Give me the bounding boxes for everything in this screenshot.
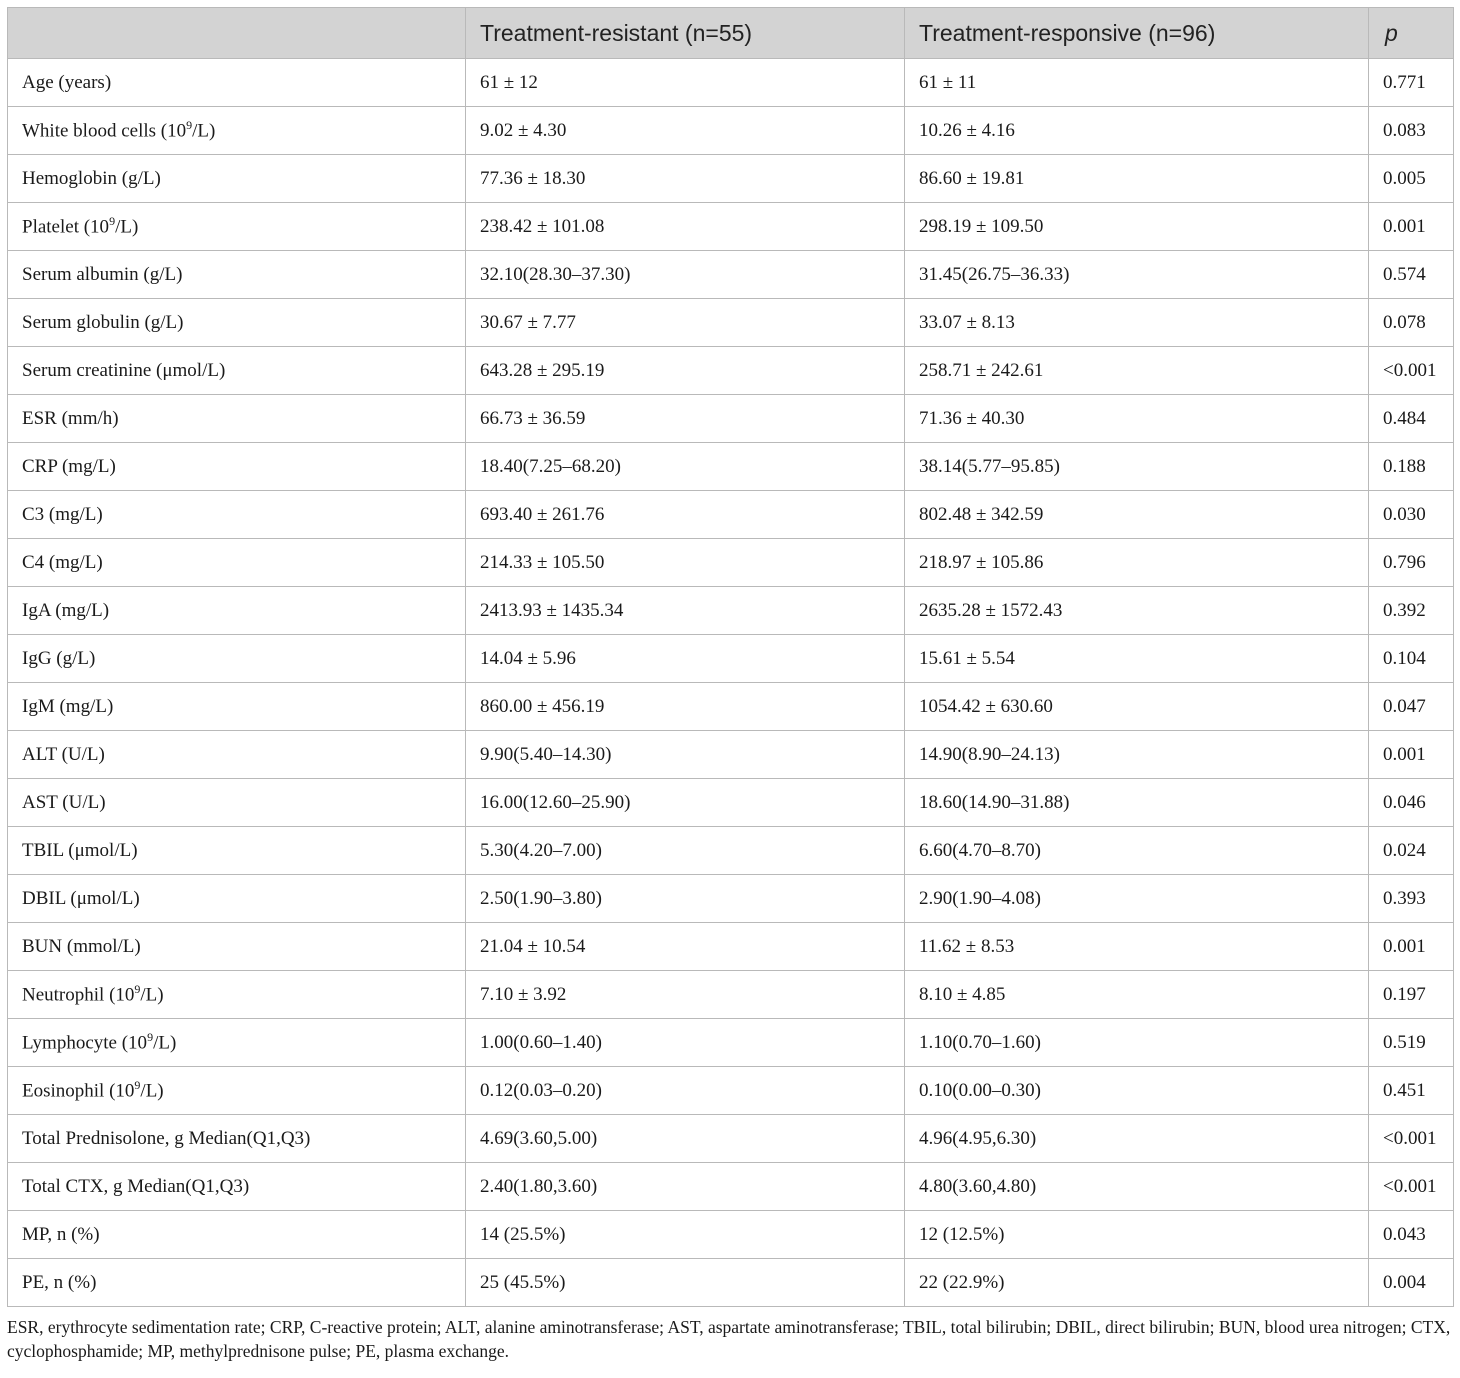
cell-resistant-value: 7.10 ± 3.92 <box>466 971 905 1019</box>
variable-label: MP, n (%) <box>22 1223 100 1245</box>
cell-p-value: 0.047 <box>1369 683 1454 731</box>
cell-p-value: 0.484 <box>1369 395 1454 443</box>
variable-label: IgM (mg/L) <box>22 695 114 717</box>
cell-responsive-value: 86.60 ± 19.81 <box>905 155 1369 203</box>
variable-superscript: 9 <box>186 118 193 133</box>
table-footnote: ESR, erythrocyte sedimentation rate; CRP, C-reactive protein; ALT, alanine aminotransferase; AST, aspartate aminotransferase; TBIL, total bilirubin; DBIL, direct bilirubin; BUN, blood urea nitrogen; CTX, cyclophosphamide; MP, methylprednisone pulse; PE, plasma exchange. <box>7 1317 1451 1361</box>
cell-responsive-value: 61 ± 11 <box>905 59 1369 107</box>
cell-variable <box>8 923 466 971</box>
cell-responsive-value: 4.96(4.95,6.30) <box>905 1115 1369 1163</box>
table-row <box>8 1259 1454 1307</box>
cell-responsive-value: 10.26 ± 4.16 <box>905 107 1369 155</box>
cell-responsive-value: 18.60(14.90–31.88) <box>905 779 1369 827</box>
cell-responsive-value: 14.90(8.90–24.13) <box>905 731 1369 779</box>
data-table <box>7 7 1454 1307</box>
cell-resistant-value: 1.00(0.60–1.40) <box>466 1019 905 1067</box>
cell-responsive-value: 71.36 ± 40.30 <box>905 395 1369 443</box>
variable-label: Hemoglobin (g/L) <box>22 167 161 189</box>
table-row <box>8 635 1454 683</box>
variable-label: C3 (mg/L) <box>22 503 103 525</box>
cell-p-value: 0.451 <box>1369 1067 1454 1115</box>
cell-responsive-value: 218.97 ± 105.86 <box>905 539 1369 587</box>
cell-responsive-value: 2.90(1.90–4.08) <box>905 875 1369 923</box>
variable-label: Serum albumin (g/L) <box>22 263 183 285</box>
cell-p-value: 0.574 <box>1369 251 1454 299</box>
cell-responsive-value: 8.10 ± 4.85 <box>905 971 1369 1019</box>
table-row <box>8 971 1454 1019</box>
cell-variable <box>8 1259 466 1307</box>
header-variable <box>8 8 466 59</box>
table-row <box>8 827 1454 875</box>
cell-resistant-value: 238.42 ± 101.08 <box>466 203 905 251</box>
cell-variable <box>8 491 466 539</box>
cell-variable <box>8 779 466 827</box>
variable-label: Total CTX, g Median(Q1,Q3) <box>22 1175 250 1197</box>
cell-responsive-value: 31.45(26.75–36.33) <box>905 251 1369 299</box>
cell-responsive-value: 0.10(0.00–0.30) <box>905 1067 1369 1115</box>
variable-label: AST (U/L) <box>22 791 106 813</box>
header-row <box>8 8 1454 59</box>
table-row <box>8 203 1454 251</box>
cell-p-value: <0.001 <box>1369 347 1454 395</box>
table-row <box>8 1211 1454 1259</box>
variable-unit-suffix: /L) <box>115 216 139 238</box>
cell-variable <box>8 875 466 923</box>
variable-label: Serum globulin (g/L) <box>22 311 184 333</box>
cell-variable <box>8 635 466 683</box>
cell-responsive-value: 2635.28 ± 1572.43 <box>905 587 1369 635</box>
table-row <box>8 683 1454 731</box>
variable-label: Neutrophil (10 <box>22 984 135 1006</box>
cell-responsive-value: 4.80(3.60,4.80) <box>905 1163 1369 1211</box>
cell-responsive-value: 1.10(0.70–1.60) <box>905 1019 1369 1067</box>
table-row <box>8 539 1454 587</box>
header-treatment-responsive: Treatment-responsive (n=96) <box>905 8 1369 59</box>
variable-unit-suffix: /L) <box>140 984 164 1006</box>
variable-label: DBIL (μmol/L) <box>22 887 140 909</box>
cell-responsive-value: 802.48 ± 342.59 <box>905 491 1369 539</box>
cell-responsive-value: 6.60(4.70–8.70) <box>905 827 1369 875</box>
table-row <box>8 251 1454 299</box>
table-row <box>8 491 1454 539</box>
cell-p-value: 0.519 <box>1369 1019 1454 1067</box>
cell-variable <box>8 347 466 395</box>
cell-resistant-value: 16.00(12.60–25.90) <box>466 779 905 827</box>
cell-variable <box>8 395 466 443</box>
cell-variable <box>8 203 466 251</box>
table-row <box>8 779 1454 827</box>
table-container <box>7 7 1453 1363</box>
cell-p-value: 0.030 <box>1369 491 1454 539</box>
cell-variable <box>8 59 466 107</box>
cell-resistant-value: 14 (25.5%) <box>466 1211 905 1259</box>
cell-resistant-value: 21.04 ± 10.54 <box>466 923 905 971</box>
variable-label: Age (years) <box>22 71 112 93</box>
cell-p-value: 0.001 <box>1369 203 1454 251</box>
table-row <box>8 1067 1454 1115</box>
variable-label: White blood cells (10 <box>22 120 187 142</box>
cell-responsive-value: 11.62 ± 8.53 <box>905 923 1369 971</box>
table-row <box>8 443 1454 491</box>
cell-resistant-value: 4.69(3.60,5.00) <box>466 1115 905 1163</box>
cell-p-value: 0.046 <box>1369 779 1454 827</box>
variable-label: Eosinophil (10 <box>22 1080 135 1102</box>
variable-label: Platelet (10 <box>22 216 110 238</box>
variable-label: PE, n (%) <box>22 1271 97 1293</box>
variable-unit-suffix: /L) <box>192 120 216 142</box>
variable-label: Lymphocyte (10 <box>22 1032 148 1054</box>
cell-resistant-value: 9.02 ± 4.30 <box>466 107 905 155</box>
cell-variable <box>8 539 466 587</box>
cell-p-value: 0.197 <box>1369 971 1454 1019</box>
cell-p-value: 0.005 <box>1369 155 1454 203</box>
variable-label: BUN (mmol/L) <box>22 935 141 957</box>
cell-resistant-value: 5.30(4.20–7.00) <box>466 827 905 875</box>
variable-label: Total Prednisolone, g Median(Q1,Q3) <box>22 1127 311 1149</box>
table-row <box>8 155 1454 203</box>
variable-label: CRP (mg/L) <box>22 455 116 477</box>
variable-label: IgG (g/L) <box>22 647 96 669</box>
cell-resistant-value: 30.67 ± 7.77 <box>466 299 905 347</box>
cell-variable <box>8 827 466 875</box>
cell-variable <box>8 587 466 635</box>
cell-resistant-value: 25 (45.5%) <box>466 1259 905 1307</box>
cell-p-value: 0.024 <box>1369 827 1454 875</box>
table-row <box>8 1115 1454 1163</box>
variable-superscript: 9 <box>109 214 116 229</box>
table-row <box>8 59 1454 107</box>
variable-superscript: 9 <box>134 1078 141 1093</box>
cell-resistant-value: 860.00 ± 456.19 <box>466 683 905 731</box>
cell-resistant-value: 66.73 ± 36.59 <box>466 395 905 443</box>
cell-variable <box>8 155 466 203</box>
variable-label: ESR (mm/h) <box>22 407 119 429</box>
table-row <box>8 1019 1454 1067</box>
cell-resistant-value: 18.40(7.25–68.20) <box>466 443 905 491</box>
cell-p-value: 0.771 <box>1369 59 1454 107</box>
cell-responsive-value: 15.61 ± 5.54 <box>905 635 1369 683</box>
cell-p-value: 0.001 <box>1369 923 1454 971</box>
cell-resistant-value: 0.12(0.03–0.20) <box>466 1067 905 1115</box>
table-row <box>8 347 1454 395</box>
cell-p-value: 0.392 <box>1369 587 1454 635</box>
variable-label: ALT (U/L) <box>22 743 105 765</box>
table-header <box>8 8 1454 59</box>
cell-p-value: 0.078 <box>1369 299 1454 347</box>
cell-p-value: <0.001 <box>1369 1163 1454 1211</box>
cell-responsive-value: 12 (12.5%) <box>905 1211 1369 1259</box>
header-treatment-resistant: Treatment-resistant (n=55) <box>466 8 905 59</box>
cell-resistant-value: 14.04 ± 5.96 <box>466 635 905 683</box>
cell-responsive-value: 22 (22.9%) <box>905 1259 1369 1307</box>
cell-resistant-value: 61 ± 12 <box>466 59 905 107</box>
table-row <box>8 875 1454 923</box>
cell-resistant-value: 693.40 ± 261.76 <box>466 491 905 539</box>
cell-variable <box>8 731 466 779</box>
table-row <box>8 587 1454 635</box>
table-row <box>8 1163 1454 1211</box>
cell-variable <box>8 251 466 299</box>
variable-label: C4 (mg/L) <box>22 551 103 573</box>
variable-unit-suffix: /L) <box>140 1080 164 1102</box>
table-row <box>8 731 1454 779</box>
cell-variable <box>8 299 466 347</box>
cell-p-value: 0.083 <box>1369 107 1454 155</box>
cell-p-value: 0.796 <box>1369 539 1454 587</box>
variable-unit-suffix: /L) <box>153 1032 177 1054</box>
cell-p-value: 0.043 <box>1369 1211 1454 1259</box>
cell-responsive-value: 33.07 ± 8.13 <box>905 299 1369 347</box>
cell-variable <box>8 1115 466 1163</box>
cell-variable <box>8 1067 466 1115</box>
cell-variable <box>8 1211 466 1259</box>
table-row <box>8 395 1454 443</box>
variable-label: TBIL (μmol/L) <box>22 839 138 861</box>
table-row <box>8 923 1454 971</box>
table-body <box>8 59 1454 1307</box>
cell-p-value: 0.004 <box>1369 1259 1454 1307</box>
cell-p-value: 0.001 <box>1369 731 1454 779</box>
cell-resistant-value: 214.33 ± 105.50 <box>466 539 905 587</box>
cell-responsive-value: 258.71 ± 242.61 <box>905 347 1369 395</box>
cell-variable <box>8 1163 466 1211</box>
cell-resistant-value: 77.36 ± 18.30 <box>466 155 905 203</box>
cell-p-value: <0.001 <box>1369 1115 1454 1163</box>
cell-resistant-value: 32.10(28.30–37.30) <box>466 251 905 299</box>
cell-variable <box>8 683 466 731</box>
cell-p-value: 0.393 <box>1369 875 1454 923</box>
table-row <box>8 107 1454 155</box>
cell-resistant-value: 2.50(1.90–3.80) <box>466 875 905 923</box>
variable-superscript: 9 <box>147 1030 154 1045</box>
cell-variable <box>8 107 466 155</box>
cell-resistant-value: 2.40(1.80,3.60) <box>466 1163 905 1211</box>
cell-responsive-value: 38.14(5.77–95.85) <box>905 443 1369 491</box>
cell-variable <box>8 1019 466 1067</box>
cell-resistant-value: 643.28 ± 295.19 <box>466 347 905 395</box>
cell-variable <box>8 971 466 1019</box>
header-p-value: p <box>1369 8 1454 59</box>
cell-resistant-value: 2413.93 ± 1435.34 <box>466 587 905 635</box>
table-row <box>8 299 1454 347</box>
variable-superscript: 9 <box>134 982 141 997</box>
cell-resistant-value: 9.90(5.40–14.30) <box>466 731 905 779</box>
cell-p-value: 0.188 <box>1369 443 1454 491</box>
cell-responsive-value: 298.19 ± 109.50 <box>905 203 1369 251</box>
variable-label: Serum creatinine (μmol/L) <box>22 359 226 381</box>
cell-p-value: 0.104 <box>1369 635 1454 683</box>
cell-responsive-value: 1054.42 ± 630.60 <box>905 683 1369 731</box>
variable-label: IgA (mg/L) <box>22 599 110 621</box>
cell-variable <box>8 443 466 491</box>
